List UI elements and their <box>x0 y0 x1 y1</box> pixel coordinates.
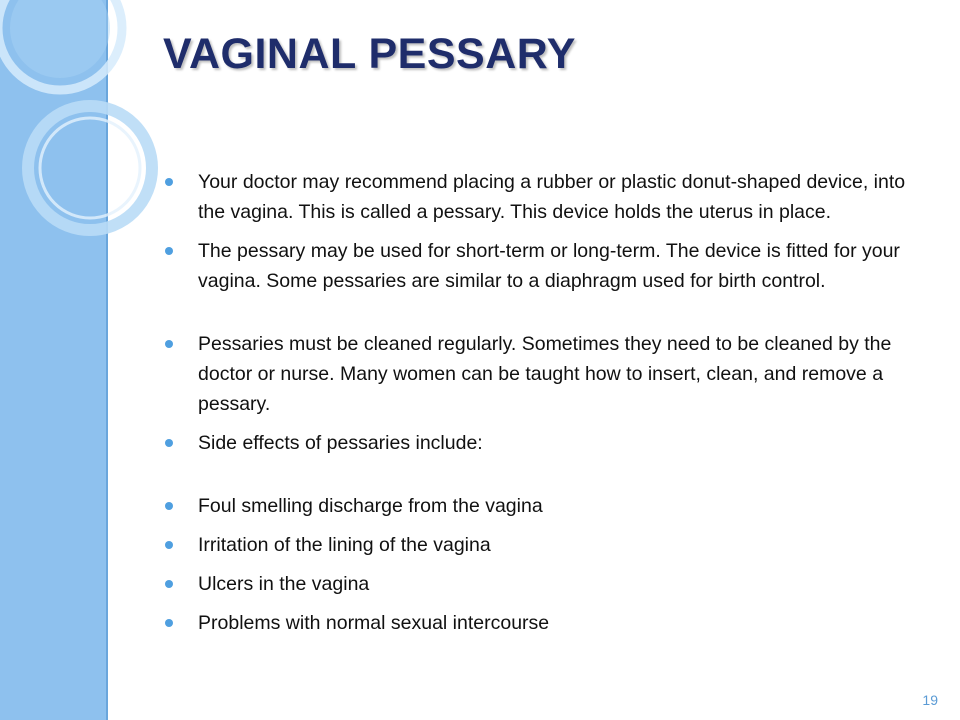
bullet-dot-icon <box>165 502 173 510</box>
bullet-item <box>163 608 933 638</box>
bullet-item <box>163 530 933 560</box>
bullet-item <box>163 491 933 521</box>
bullet-text: Ulcers in the vagina <box>198 573 370 595</box>
slide-title: VAGINAL PESSARY <box>163 30 576 78</box>
bullet-dot-icon <box>165 619 173 627</box>
bullet-item <box>163 569 933 599</box>
bullet-text: Problems with normal sexual intercourse <box>198 612 550 634</box>
bullet-dot-icon <box>165 541 173 549</box>
deco-circle-small-ring <box>40 118 140 218</box>
bullet-item <box>163 428 933 458</box>
bullet-item <box>163 167 933 227</box>
deco-circle-small <box>28 106 152 230</box>
bullet-dot-icon <box>165 439 173 447</box>
bullet-text: The pessary may be used for short-term or long-term. The device is fitted for your vagina. Some pessaries are similar to a diaphragm used for birth control. <box>198 240 900 292</box>
bullet-item <box>163 236 933 296</box>
bullet-dot-icon <box>165 178 173 186</box>
bullet-text: Irritation of the lining of the vagina <box>198 534 491 556</box>
bullet-item <box>163 329 933 419</box>
bullet-text: Side effects of pessaries include: <box>198 432 483 454</box>
deco-circle-large-inner <box>10 0 110 78</box>
bullet-dot-icon <box>165 247 173 255</box>
page-number: 19 <box>922 692 938 708</box>
bullet-text: Your doctor may recommend placing a rubber or plastic donut-shaped device, into the vagina. This is called a pessary. This device holds the uterus in place. <box>198 171 906 223</box>
bullet-text: Foul smelling discharge from the vagina <box>198 495 543 517</box>
bullet-dot-icon <box>165 580 173 588</box>
bullet-text: Pessaries must be cleaned regularly. Sometimes they need to be cleaned by the doctor or nurse. Many women can be taught how to insert, clean, and remove a pessary. <box>198 333 892 415</box>
bullet-list <box>163 167 933 638</box>
bullet-dot-icon <box>165 340 173 348</box>
